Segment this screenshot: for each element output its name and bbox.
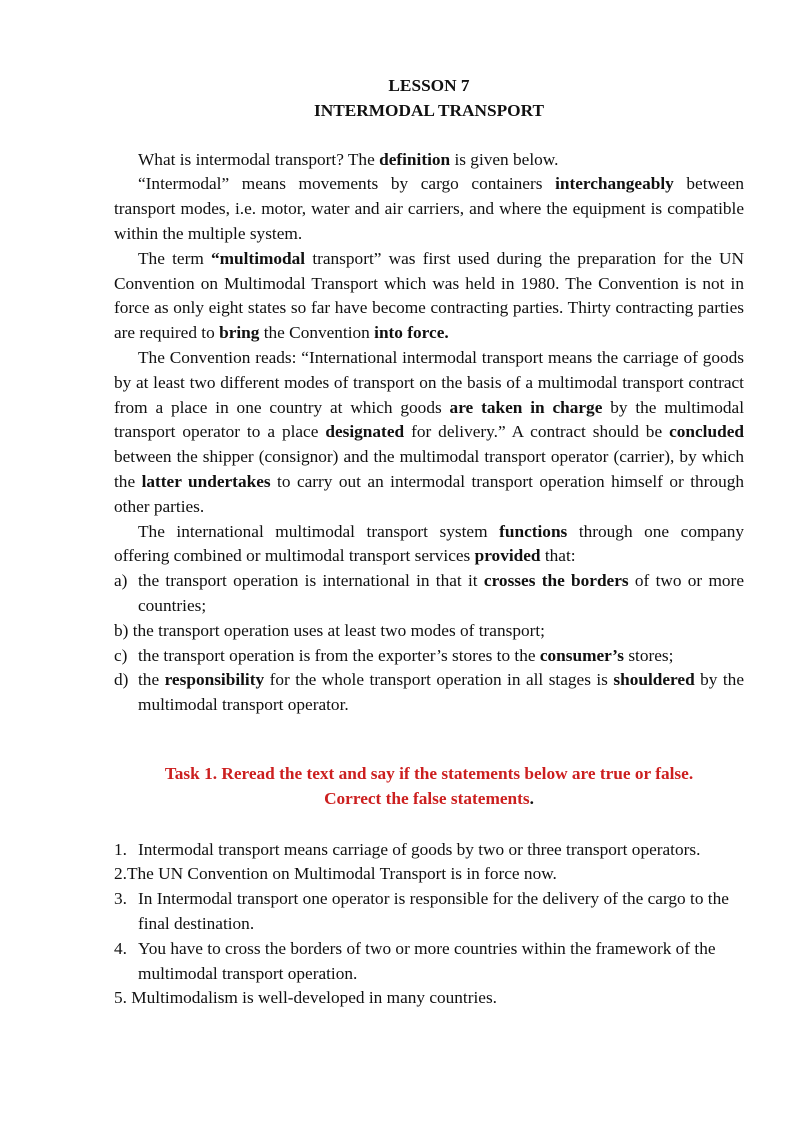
statement-item-3: 3. In Intermodal transport one operator is responsible for the delivery of the cargo to the final destination. (114, 889, 729, 933)
paragraph-system-functions: The international multimodal transport system functions through one company offering combined or multimodal transport services provided that: (114, 521, 744, 566)
task-heading-line-1: Task 1. Reread the text and say if the statements below are true or false. (164, 763, 694, 783)
paragraph-definition: What is intermodal transport? The definition is given below. (138, 149, 559, 169)
condition-item-a: a) the transport operation is international in that it crosses the borders of two or more countries; (114, 571, 744, 615)
statement-item-4: 4. You have to cross the borders of two or more countries within the framework of the multimodal transport operation. (114, 938, 716, 983)
task-heading-line-2: Correct the false statements. (324, 788, 534, 808)
statement-item-2: 2.The UN Convention on Multimodal Transport is in force now. (114, 864, 557, 884)
paragraph-intermodal-meaning: “Intermodal” means movements by cargo containers interchangeably between transport modes, i.e. motor, water and air carriers, and where the equipment is compatible within the multiple system. (114, 174, 744, 243)
paragraph-convention-reads: The Convention reads: “International intermodal transport means the carriage of goods by at least two different modes of transport on the basis of a multimodal transport contract from a place in one country at which goods are taken in charge by the multimodal transport operator to a place designated for delivery.” A contract should be concluded between the shipper (consignor) and the multimodal transport operator (carrier), by which the latter undertakes to carry out an intermodal transport operation himself or through other parties. (114, 347, 744, 516)
condition-item-b: b) the transport operation uses at least two modes of transport; (114, 620, 545, 640)
lesson-title: INTERMODAL TRANSPORT (313, 100, 544, 120)
lesson-number: LESSON 7 (388, 76, 470, 95)
paragraph-multimodal-term: The term “multimodal transport” was first used during the preparation for the UN Convention on Multimodal Transport which was held in 1980. The Convention is not in force as only eight states so far have become contracting parties. Thirty contracting parties are required to bring the Convention into force. (114, 248, 744, 343)
condition-item-d: d) the responsibility for the whole transport operation in all stages is shouldered by the multimodal transport operator. (114, 670, 744, 715)
condition-item-c: c) the transport operation is from the exporter’s stores to the consumer’s stores; (114, 645, 674, 665)
statement-item-1: 1. Intermodal transport means carriage of goods by two or three transport operators. (114, 839, 701, 859)
document-page (114, 74, 744, 1011)
statement-item-5: 5. Multimodalism is well-developed in many countries. (114, 988, 498, 1008)
